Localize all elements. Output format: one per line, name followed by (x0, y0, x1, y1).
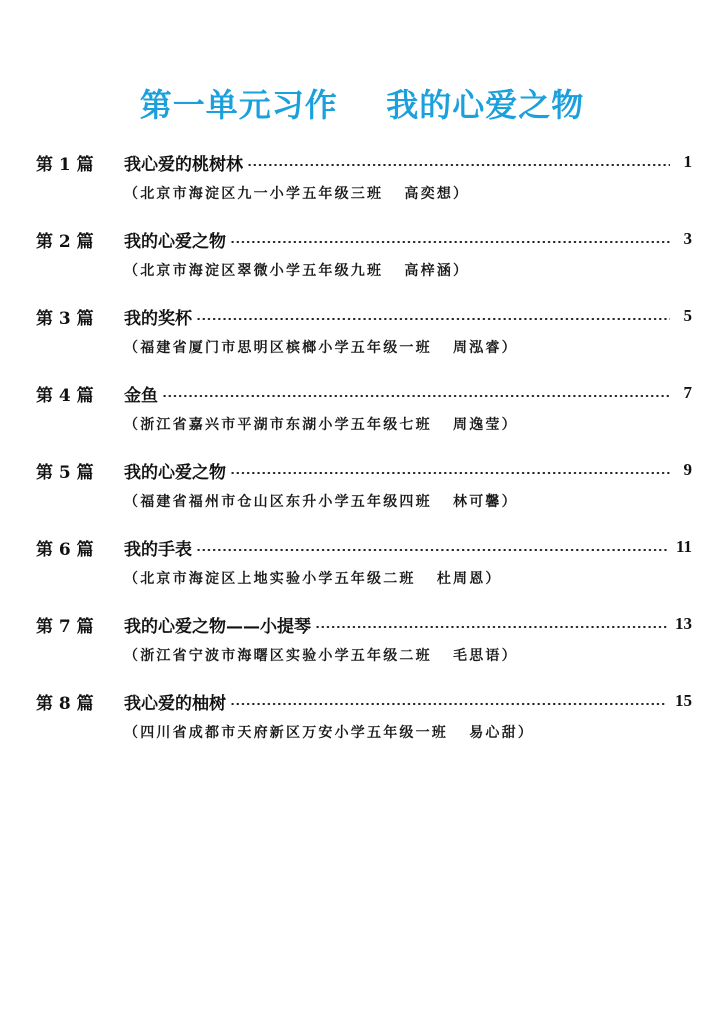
toc-entry-5[interactable] (36, 453, 692, 530)
dot-leader (230, 241, 670, 243)
entry-author: （福建省福州市仓山区东升小学五年级四班 林可馨） (124, 494, 518, 510)
entry-page-number[interactable]: 11 (675, 537, 692, 556)
entry-page-number[interactable]: 7 (683, 383, 692, 402)
dot-leader (196, 549, 668, 551)
toc-entry-row[interactable] (36, 530, 692, 564)
dot-leader (230, 472, 670, 474)
toc-entry-row[interactable] (36, 607, 692, 641)
dot-leader (247, 164, 670, 166)
dot-leader (196, 318, 670, 320)
entry-title[interactable]: 我的奖杯 (124, 308, 192, 329)
entry-page-number[interactable]: 13 (675, 614, 692, 633)
entry-number: 第 7 篇 (36, 616, 94, 637)
toc-entry-4[interactable] (36, 376, 692, 453)
toc-entry-row[interactable] (36, 376, 692, 410)
table-of-contents (36, 145, 692, 761)
entry-number: 第 3 篇 (36, 308, 94, 329)
entry-author: （四川省成都市天府新区万安小学五年级一班 易心甜） (124, 725, 535, 741)
entry-number: 第 1 篇 (36, 154, 94, 175)
entry-title[interactable]: 我的手表 (124, 539, 192, 560)
entry-author: （浙江省嘉兴市平湖市东湖小学五年级七班 周逸莹） (124, 417, 518, 433)
entry-author: （福建省厦门市思明区槟榔小学五年级一班 周泓睿） (124, 340, 518, 356)
entry-author: （北京市海淀区翠微小学五年级九班 高梓涵） (124, 263, 470, 279)
entry-page-number[interactable]: 3 (683, 229, 692, 248)
entry-author: （北京市海淀区上地实验小学五年级二班 杜周恩） (124, 571, 502, 587)
toc-entry-6[interactable] (36, 530, 692, 607)
entry-author: （北京市海淀区九一小学五年级三班 高奕想） (124, 186, 470, 202)
entry-number: 第 6 篇 (36, 539, 94, 560)
entry-title[interactable]: 我的心爱之物——小提琴 (124, 616, 311, 637)
entry-author: （浙江省宁波市海曙区实验小学五年级二班 毛思语） (124, 648, 518, 664)
toc-entry-8[interactable] (36, 684, 692, 761)
toc-entry-row[interactable] (36, 684, 692, 718)
entry-title[interactable]: 我心爱的柚树 (124, 693, 226, 714)
entry-number: 第 8 篇 (36, 693, 94, 714)
toc-entry-row[interactable] (36, 145, 692, 179)
toc-entry-1[interactable] (36, 145, 692, 222)
entry-page-number[interactable]: 1 (683, 152, 692, 171)
entry-number: 第 2 篇 (36, 231, 94, 252)
entry-title[interactable]: 我的心爱之物 (124, 231, 226, 252)
entry-page-number[interactable]: 5 (683, 306, 692, 325)
toc-entry-row[interactable] (36, 453, 692, 487)
entry-title[interactable]: 金鱼 (124, 385, 158, 406)
entry-number: 第 5 篇 (36, 462, 94, 483)
page-title: 第一单元习作 我的心爱之物 (139, 86, 585, 124)
entry-number: 第 4 篇 (36, 385, 94, 406)
entry-title[interactable]: 我的心爱之物 (124, 462, 226, 483)
toc-entry-2[interactable] (36, 222, 692, 299)
toc-entry-3[interactable] (36, 299, 692, 376)
toc-entry-row[interactable] (36, 222, 692, 256)
dot-leader (315, 626, 667, 628)
entry-page-number[interactable]: 15 (675, 691, 692, 710)
dot-leader (230, 703, 667, 705)
toc-entry-7[interactable] (36, 607, 692, 684)
entry-title[interactable]: 我心爱的桃树林 (124, 154, 243, 175)
toc-entry-row[interactable] (36, 299, 692, 333)
entry-page-number[interactable]: 9 (683, 460, 692, 479)
dot-leader (162, 395, 670, 397)
